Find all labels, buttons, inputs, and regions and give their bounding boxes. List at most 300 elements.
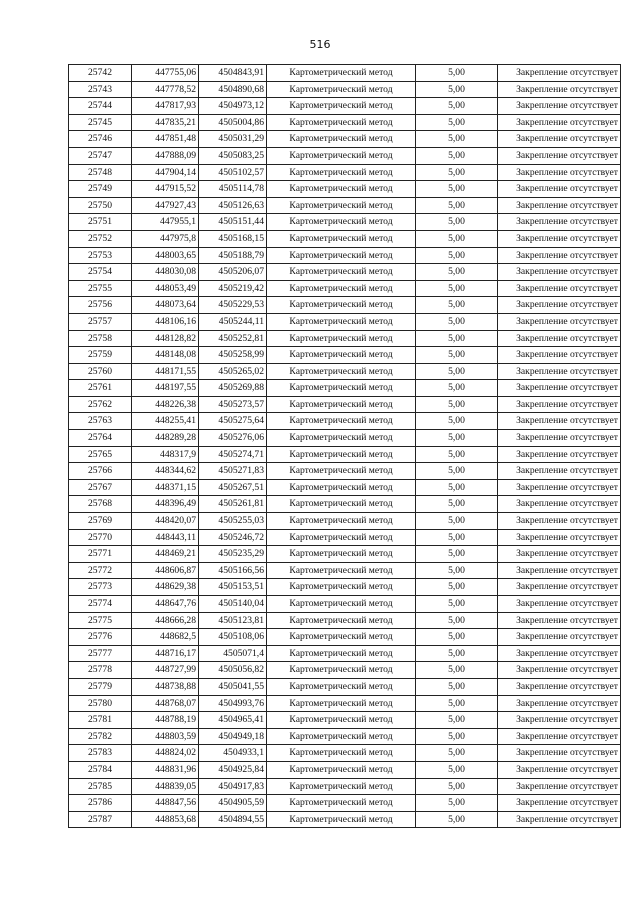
method-cell: Картометрический метод	[267, 131, 416, 148]
method-cell: Картометрический метод	[267, 430, 416, 447]
x-coordinate-cell: 448803,59	[132, 728, 199, 745]
fixation-cell: Закрепление отсутствует	[498, 579, 621, 596]
x-coordinate-cell: 448073,64	[132, 297, 199, 314]
point-number-cell: 25745	[69, 114, 132, 131]
x-coordinate-cell: 447851,48	[132, 131, 199, 148]
y-coordinate-cell: 4505246,72	[199, 529, 267, 546]
point-number-cell: 25752	[69, 230, 132, 247]
table-row	[69, 114, 621, 131]
fixation-cell: Закрепление отсутствует	[498, 712, 621, 729]
y-coordinate-cell: 4505108,06	[199, 629, 267, 646]
accuracy-cell: 5,00	[416, 430, 498, 447]
y-coordinate-cell: 4505166,56	[199, 562, 267, 579]
x-coordinate-cell: 448003,65	[132, 247, 199, 264]
point-number-cell: 25786	[69, 795, 132, 812]
table-row	[69, 98, 621, 115]
fixation-cell: Закрепление отсутствует	[498, 214, 621, 231]
method-cell: Картометрический метод	[267, 811, 416, 828]
point-number-cell: 25775	[69, 612, 132, 629]
x-coordinate-cell: 448171,55	[132, 363, 199, 380]
accuracy-cell: 5,00	[416, 496, 498, 513]
x-coordinate-cell: 448255,41	[132, 413, 199, 430]
accuracy-cell: 5,00	[416, 313, 498, 330]
x-coordinate-cell: 447888,09	[132, 147, 199, 164]
fixation-cell: Закрепление отсутствует	[498, 380, 621, 397]
fixation-cell: Закрепление отсутствует	[498, 761, 621, 778]
table-row	[69, 662, 621, 679]
x-coordinate-cell: 447975,8	[132, 230, 199, 247]
point-number-cell: 25772	[69, 562, 132, 579]
y-coordinate-cell: 4505267,51	[199, 479, 267, 496]
fixation-cell: Закрепление отсутствует	[498, 678, 621, 695]
table-row	[69, 562, 621, 579]
table-row	[69, 463, 621, 480]
method-cell: Картометрический метод	[267, 745, 416, 762]
method-cell: Картометрический метод	[267, 778, 416, 795]
accuracy-cell: 5,00	[416, 529, 498, 546]
method-cell: Картометрический метод	[267, 264, 416, 281]
fixation-cell: Закрепление отсутствует	[498, 280, 621, 297]
y-coordinate-cell: 4504905,59	[199, 795, 267, 812]
x-coordinate-cell: 448788,19	[132, 712, 199, 729]
x-coordinate-cell: 448853,68	[132, 811, 199, 828]
point-number-cell: 25774	[69, 596, 132, 613]
point-number-cell: 25783	[69, 745, 132, 762]
y-coordinate-cell: 4504925,84	[199, 761, 267, 778]
table-row	[69, 181, 621, 198]
fixation-cell: Закрепление отсутствует	[498, 330, 621, 347]
x-coordinate-cell: 448666,28	[132, 612, 199, 629]
point-number-cell: 25763	[69, 413, 132, 430]
table-row	[69, 811, 621, 828]
x-coordinate-cell: 448847,56	[132, 795, 199, 812]
fixation-cell: Закрепление отсутствует	[498, 546, 621, 563]
accuracy-cell: 5,00	[416, 479, 498, 496]
accuracy-cell: 5,00	[416, 396, 498, 413]
y-coordinate-cell: 4505083,25	[199, 147, 267, 164]
x-coordinate-cell: 447835,21	[132, 114, 199, 131]
coordinates-table	[68, 64, 621, 828]
accuracy-cell: 5,00	[416, 728, 498, 745]
fixation-cell: Закрепление отсутствует	[498, 313, 621, 330]
accuracy-cell: 5,00	[416, 98, 498, 115]
accuracy-cell: 5,00	[416, 778, 498, 795]
fixation-cell: Закрепление отсутствует	[498, 264, 621, 281]
table-row	[69, 297, 621, 314]
accuracy-cell: 5,00	[416, 513, 498, 530]
point-number-cell: 25785	[69, 778, 132, 795]
method-cell: Картометрический метод	[267, 562, 416, 579]
table-row	[69, 712, 621, 729]
table-row	[69, 678, 621, 695]
method-cell: Картометрический метод	[267, 197, 416, 214]
table-row	[69, 612, 621, 629]
table-row	[69, 247, 621, 264]
y-coordinate-cell: 4505004,86	[199, 114, 267, 131]
x-coordinate-cell: 447955,1	[132, 214, 199, 231]
accuracy-cell: 5,00	[416, 446, 498, 463]
y-coordinate-cell: 4505140,04	[199, 596, 267, 613]
table-row	[69, 230, 621, 247]
fixation-cell: Закрепление отсутствует	[498, 98, 621, 115]
y-coordinate-cell: 4505123,81	[199, 612, 267, 629]
point-number-cell: 25781	[69, 712, 132, 729]
x-coordinate-cell: 448738,88	[132, 678, 199, 695]
point-number-cell: 25750	[69, 197, 132, 214]
y-coordinate-cell: 4505031,29	[199, 131, 267, 148]
accuracy-cell: 5,00	[416, 546, 498, 563]
method-cell: Картометрический метод	[267, 230, 416, 247]
fixation-cell: Закрепление отсутствует	[498, 662, 621, 679]
table-row	[69, 695, 621, 712]
x-coordinate-cell: 448226,38	[132, 396, 199, 413]
method-cell: Картометрический метод	[267, 546, 416, 563]
fixation-cell: Закрепление отсутствует	[498, 695, 621, 712]
fixation-cell: Закрепление отсутствует	[498, 728, 621, 745]
fixation-cell: Закрепление отсутствует	[498, 131, 621, 148]
method-cell: Картометрический метод	[267, 81, 416, 98]
y-coordinate-cell: 4505114,78	[199, 181, 267, 198]
method-cell: Картометрический метод	[267, 164, 416, 181]
table-row	[69, 479, 621, 496]
accuracy-cell: 5,00	[416, 745, 498, 762]
table-row	[69, 347, 621, 364]
point-number-cell: 25767	[69, 479, 132, 496]
accuracy-cell: 5,00	[416, 230, 498, 247]
table-row	[69, 413, 621, 430]
method-cell: Картометрический метод	[267, 313, 416, 330]
table-row	[69, 330, 621, 347]
x-coordinate-cell: 447915,52	[132, 181, 199, 198]
x-coordinate-cell: 448839,05	[132, 778, 199, 795]
fixation-cell: Закрепление отсутствует	[498, 297, 621, 314]
y-coordinate-cell: 4505271,83	[199, 463, 267, 480]
method-cell: Картометрический метод	[267, 380, 416, 397]
table-row	[69, 795, 621, 812]
point-number-cell: 25755	[69, 280, 132, 297]
fixation-cell: Закрепление отсутствует	[498, 811, 621, 828]
table-row	[69, 214, 621, 231]
y-coordinate-cell: 4505188,79	[199, 247, 267, 264]
table-row	[69, 761, 621, 778]
y-coordinate-cell: 4505258,99	[199, 347, 267, 364]
x-coordinate-cell: 447755,06	[132, 65, 199, 82]
point-number-cell: 25753	[69, 247, 132, 264]
point-number-cell: 25742	[69, 65, 132, 82]
table-row	[69, 363, 621, 380]
point-number-cell: 25784	[69, 761, 132, 778]
accuracy-cell: 5,00	[416, 264, 498, 281]
y-coordinate-cell: 4505273,57	[199, 396, 267, 413]
method-cell: Картометрический метод	[267, 645, 416, 662]
y-coordinate-cell: 4505219,42	[199, 280, 267, 297]
fixation-cell: Закрепление отсутствует	[498, 795, 621, 812]
x-coordinate-cell: 448128,82	[132, 330, 199, 347]
fixation-cell: Закрепление отсутствует	[498, 230, 621, 247]
fixation-cell: Закрепление отсутствует	[498, 65, 621, 82]
y-coordinate-cell: 4505261,81	[199, 496, 267, 513]
accuracy-cell: 5,00	[416, 181, 498, 198]
table-row	[69, 396, 621, 413]
accuracy-cell: 5,00	[416, 65, 498, 82]
accuracy-cell: 5,00	[416, 413, 498, 430]
point-number-cell: 25770	[69, 529, 132, 546]
point-number-cell: 25761	[69, 380, 132, 397]
accuracy-cell: 5,00	[416, 363, 498, 380]
table-row	[69, 131, 621, 148]
fixation-cell: Закрепление отсутствует	[498, 114, 621, 131]
point-number-cell: 25754	[69, 264, 132, 281]
accuracy-cell: 5,00	[416, 645, 498, 662]
table-row	[69, 280, 621, 297]
point-number-cell: 25746	[69, 131, 132, 148]
point-number-cell: 25744	[69, 98, 132, 115]
method-cell: Картометрический метод	[267, 695, 416, 712]
method-cell: Картометрический метод	[267, 297, 416, 314]
x-coordinate-cell: 448148,08	[132, 347, 199, 364]
method-cell: Картометрический метод	[267, 363, 416, 380]
fixation-cell: Закрепление отсутствует	[498, 363, 621, 380]
fixation-cell: Закрепление отсутствует	[498, 181, 621, 198]
point-number-cell: 25779	[69, 678, 132, 695]
method-cell: Картометрический метод	[267, 214, 416, 231]
fixation-cell: Закрепление отсутствует	[498, 479, 621, 496]
method-cell: Картометрический метод	[267, 446, 416, 463]
point-number-cell: 25771	[69, 546, 132, 563]
point-number-cell: 25773	[69, 579, 132, 596]
accuracy-cell: 5,00	[416, 297, 498, 314]
accuracy-cell: 5,00	[416, 678, 498, 695]
y-coordinate-cell: 4505255,03	[199, 513, 267, 530]
x-coordinate-cell: 448420,07	[132, 513, 199, 530]
fixation-cell: Закрепление отсутствует	[498, 247, 621, 264]
point-number-cell: 25758	[69, 330, 132, 347]
y-coordinate-cell: 4505102,57	[199, 164, 267, 181]
accuracy-cell: 5,00	[416, 596, 498, 613]
accuracy-cell: 5,00	[416, 147, 498, 164]
method-cell: Картометрический метод	[267, 529, 416, 546]
accuracy-cell: 5,00	[416, 811, 498, 828]
method-cell: Картометрический метод	[267, 612, 416, 629]
x-coordinate-cell: 448396,49	[132, 496, 199, 513]
y-coordinate-cell: 4505275,64	[199, 413, 267, 430]
table-row	[69, 65, 621, 82]
y-coordinate-cell: 4505071,4	[199, 645, 267, 662]
point-number-cell: 25765	[69, 446, 132, 463]
method-cell: Картометрический метод	[267, 513, 416, 530]
fixation-cell: Закрепление отсутствует	[498, 612, 621, 629]
fixation-cell: Закрепление отсутствует	[498, 81, 621, 98]
method-cell: Картометрический метод	[267, 147, 416, 164]
method-cell: Картометрический метод	[267, 413, 416, 430]
y-coordinate-cell: 4504973,12	[199, 98, 267, 115]
x-coordinate-cell: 448768,07	[132, 695, 199, 712]
accuracy-cell: 5,00	[416, 197, 498, 214]
accuracy-cell: 5,00	[416, 463, 498, 480]
x-coordinate-cell: 448030,08	[132, 264, 199, 281]
point-number-cell: 25764	[69, 430, 132, 447]
table-row	[69, 430, 621, 447]
table-row	[69, 496, 621, 513]
point-number-cell: 25751	[69, 214, 132, 231]
y-coordinate-cell: 4505153,51	[199, 579, 267, 596]
method-cell: Картометрический метод	[267, 662, 416, 679]
x-coordinate-cell: 448831,96	[132, 761, 199, 778]
fixation-cell: Закрепление отсутствует	[498, 529, 621, 546]
point-number-cell: 25766	[69, 463, 132, 480]
table-row	[69, 264, 621, 281]
point-number-cell: 25780	[69, 695, 132, 712]
y-coordinate-cell: 4505056,82	[199, 662, 267, 679]
table-row	[69, 728, 621, 745]
fixation-cell: Закрепление отсутствует	[498, 147, 621, 164]
method-cell: Картометрический метод	[267, 761, 416, 778]
accuracy-cell: 5,00	[416, 612, 498, 629]
table-row	[69, 147, 621, 164]
x-coordinate-cell: 448197,55	[132, 380, 199, 397]
y-coordinate-cell: 4505276,06	[199, 430, 267, 447]
accuracy-cell: 5,00	[416, 214, 498, 231]
table-row	[69, 197, 621, 214]
y-coordinate-cell: 4504890,68	[199, 81, 267, 98]
method-cell: Картометрический метод	[267, 98, 416, 115]
accuracy-cell: 5,00	[416, 562, 498, 579]
point-number-cell: 25776	[69, 629, 132, 646]
method-cell: Картометрический метод	[267, 479, 416, 496]
table-row	[69, 313, 621, 330]
point-number-cell: 25777	[69, 645, 132, 662]
x-coordinate-cell: 448317,9	[132, 446, 199, 463]
y-coordinate-cell: 4505252,81	[199, 330, 267, 347]
y-coordinate-cell: 4505274,71	[199, 446, 267, 463]
accuracy-cell: 5,00	[416, 795, 498, 812]
fixation-cell: Закрепление отсутствует	[498, 197, 621, 214]
method-cell: Картометрический метод	[267, 247, 416, 264]
y-coordinate-cell: 4505229,53	[199, 297, 267, 314]
coordinates-table-body	[69, 65, 621, 828]
y-coordinate-cell: 4504949,18	[199, 728, 267, 745]
point-number-cell: 25757	[69, 313, 132, 330]
table-row	[69, 513, 621, 530]
x-coordinate-cell: 447927,43	[132, 197, 199, 214]
method-cell: Картометрический метод	[267, 65, 416, 82]
y-coordinate-cell: 4504965,41	[199, 712, 267, 729]
x-coordinate-cell: 448716,17	[132, 645, 199, 662]
x-coordinate-cell: 448682,5	[132, 629, 199, 646]
method-cell: Картометрический метод	[267, 579, 416, 596]
accuracy-cell: 5,00	[416, 280, 498, 297]
fixation-cell: Закрепление отсутствует	[498, 164, 621, 181]
accuracy-cell: 5,00	[416, 380, 498, 397]
fixation-cell: Закрепление отсутствует	[498, 413, 621, 430]
accuracy-cell: 5,00	[416, 164, 498, 181]
accuracy-cell: 5,00	[416, 761, 498, 778]
point-number-cell: 25748	[69, 164, 132, 181]
method-cell: Картометрический метод	[267, 114, 416, 131]
x-coordinate-cell: 448289,28	[132, 430, 199, 447]
y-coordinate-cell: 4504993,76	[199, 695, 267, 712]
table-row	[69, 596, 621, 613]
x-coordinate-cell: 447817,93	[132, 98, 199, 115]
point-number-cell: 25762	[69, 396, 132, 413]
method-cell: Картометрический метод	[267, 795, 416, 812]
x-coordinate-cell: 448443,11	[132, 529, 199, 546]
y-coordinate-cell: 4505265,02	[199, 363, 267, 380]
x-coordinate-cell: 448106,16	[132, 313, 199, 330]
method-cell: Картометрический метод	[267, 280, 416, 297]
method-cell: Картометрический метод	[267, 629, 416, 646]
y-coordinate-cell: 4505206,07	[199, 264, 267, 281]
point-number-cell: 25759	[69, 347, 132, 364]
x-coordinate-cell: 448629,38	[132, 579, 199, 596]
fixation-cell: Закрепление отсутствует	[498, 645, 621, 662]
fixation-cell: Закрепление отсутствует	[498, 430, 621, 447]
accuracy-cell: 5,00	[416, 330, 498, 347]
point-number-cell: 25782	[69, 728, 132, 745]
y-coordinate-cell: 4505235,29	[199, 546, 267, 563]
fixation-cell: Закрепление отсутствует	[498, 629, 621, 646]
accuracy-cell: 5,00	[416, 131, 498, 148]
y-coordinate-cell: 4505244,11	[199, 313, 267, 330]
y-coordinate-cell: 4504894,55	[199, 811, 267, 828]
table-row	[69, 81, 621, 98]
table-row	[69, 579, 621, 596]
table-row	[69, 629, 621, 646]
fixation-cell: Закрепление отсутствует	[498, 463, 621, 480]
point-number-cell: 25747	[69, 147, 132, 164]
method-cell: Картометрический метод	[267, 596, 416, 613]
x-coordinate-cell: 448727,99	[132, 662, 199, 679]
method-cell: Картометрический метод	[267, 330, 416, 347]
table-row	[69, 645, 621, 662]
method-cell: Картометрический метод	[267, 181, 416, 198]
point-number-cell: 25749	[69, 181, 132, 198]
method-cell: Картометрический метод	[267, 463, 416, 480]
y-coordinate-cell: 4505041,55	[199, 678, 267, 695]
point-number-cell: 25743	[69, 81, 132, 98]
accuracy-cell: 5,00	[416, 81, 498, 98]
y-coordinate-cell: 4504917,83	[199, 778, 267, 795]
table-row	[69, 446, 621, 463]
accuracy-cell: 5,00	[416, 579, 498, 596]
accuracy-cell: 5,00	[416, 695, 498, 712]
page-number: 516	[309, 38, 331, 51]
point-number-cell: 25760	[69, 363, 132, 380]
fixation-cell: Закрепление отсутствует	[498, 396, 621, 413]
method-cell: Картометрический метод	[267, 396, 416, 413]
table-row	[69, 380, 621, 397]
method-cell: Картометрический метод	[267, 496, 416, 513]
point-number-cell: 25768	[69, 496, 132, 513]
x-coordinate-cell: 448647,76	[132, 596, 199, 613]
x-coordinate-cell: 448824,02	[132, 745, 199, 762]
fixation-cell: Закрепление отсутствует	[498, 496, 621, 513]
x-coordinate-cell: 447904,14	[132, 164, 199, 181]
accuracy-cell: 5,00	[416, 712, 498, 729]
method-cell: Картометрический метод	[267, 728, 416, 745]
y-coordinate-cell: 4505126,63	[199, 197, 267, 214]
method-cell: Картометрический метод	[267, 712, 416, 729]
table-row	[69, 546, 621, 563]
fixation-cell: Закрепление отсутствует	[498, 562, 621, 579]
x-coordinate-cell: 448053,49	[132, 280, 199, 297]
x-coordinate-cell: 448344,62	[132, 463, 199, 480]
accuracy-cell: 5,00	[416, 629, 498, 646]
table-row	[69, 745, 621, 762]
point-number-cell: 25778	[69, 662, 132, 679]
fixation-cell: Закрепление отсутствует	[498, 745, 621, 762]
table-row	[69, 164, 621, 181]
